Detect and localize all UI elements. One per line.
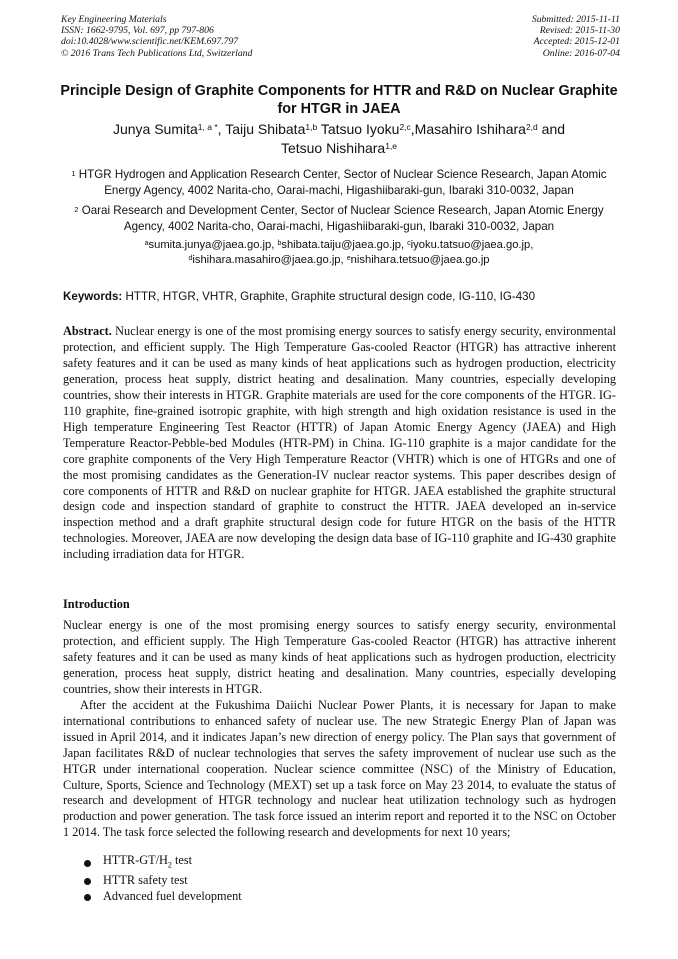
list-item bbox=[84, 889, 242, 905]
author-name: Junya Sumita bbox=[112, 121, 198, 137]
abstract-text: Nuclear energy is one of the most promising energy sources to satisfy energy security, environmental protection, and efficient supply. The High Temperature Gas-cooled Reactor (HTGR) has attractive inherent safety features and it can be used as many kinds of heat applications such as hydrogen production, electricity generation, process heat supply, district heating and desalination. Many countries, especially developing countries, show their interests in HTGR. Graphite materials are used for the core components of the HTGR. IG-110 graphite, fine-grained isotropic graphite, with high strength and high oxidation resistance is used in the High temperature Engineering Test Reactor (HTTR) of Japan Atomic Energy Agency (JAEA) and High Temperature Reactor-Pebble-bed Modules (HTR-PM) in China. IG-110 graphite is a major candidate for the core graphite components of the Very High Temperature Reactor (VHTR) which is one of HTGRs and one of the most promising candidates as the Generation-IV nuclear reactor systems. This paper describes design of core components of HTTR and R&D on nuclear graphite for HTGR. JAEA established the graphite structural design code and inspection standard of graphite to construct the HTTR. JAEA developed an in-service inspection method and a draft graphite structural design code for future HTGR on the basis of the HTTR technologies. Moreover, JAEA are now developing the design data base of IG-110 graphite and IG-430 graphite including irradiation data for HTGR. bbox=[63, 324, 616, 562]
author-name: Masahiro Ishihara bbox=[414, 121, 526, 137]
list-item-text: HTTR-$GT/H_2$ test bbox=[103, 853, 193, 870]
email-mark: e bbox=[346, 254, 351, 262]
paragraph: After the accident at the Fukushima Daiichi Nuclear Power Plants, it is necessary for Japan to make international contributions to enhanced safety of nuclear use. The new Strategic Energy Plan of Japan was issued in April 2014, and it indicates Japan’s new direction of energy policy. The Plan says that government of Japan facilitates R&D of nuclear technologies that serves the safety improvement of nuclear use such as the HTGR under international cooperation. Nuclear science committee (NSC) of the Ministry of Education, Culture, Sports, Science and Technology (MEXT) set up a task force on May 23 2014, to evaluate the status of research and development of HTGR technology and nuclear heat utilization technology such as hydrogen production and power generation. The task force issued an interim report and reported it to the NSC on October 1 2014. The task force selected the following research and developments for next 10 years; bbox=[63, 697, 616, 840]
author-name: Tatsuo Iyoku bbox=[320, 121, 400, 137]
author-name: Taiju Shibata bbox=[225, 121, 306, 137]
author-affiliation-mark: 1, a * bbox=[197, 122, 218, 132]
affiliation-number: 2 bbox=[74, 205, 79, 214]
author-separator: , bbox=[410, 121, 415, 137]
email-address[interactable]: ishihara.masahiro@jaea.go.jp, bbox=[192, 253, 347, 266]
online-date: Online: 2016-07-04 bbox=[542, 47, 620, 59]
bullet-icon bbox=[84, 860, 91, 867]
author-affiliation-mark: 2,c bbox=[399, 122, 411, 132]
author-affiliation-mark: 2,d bbox=[525, 122, 538, 132]
email-mark: d bbox=[188, 254, 193, 262]
revised-date: Revised: 2015-11-30 bbox=[539, 25, 620, 37]
affiliation-text: Oarai Research and Development Center, Sector of Nuclear Science Research, Japan Atomic Energy Agency, 4002 Narita-cho, Oarai-machi, Higashiibaraki-gun, Ibaraki 310-0032, Japan bbox=[78, 204, 604, 233]
affiliation-number: 1 bbox=[71, 169, 76, 178]
abstract bbox=[63, 324, 616, 563]
keywords-label: Keywords: bbox=[63, 290, 123, 303]
email-mark: a bbox=[144, 240, 149, 247]
bullet-icon bbox=[84, 878, 91, 885]
paper-title: Principle Design of Graphite Components for HTTR and R&D on Nuclear Graphite for HTGR in JAEA bbox=[60, 83, 618, 117]
research-list bbox=[84, 853, 242, 905]
doi: doi:10.4028/www.scientific.net/KEM.697.797 bbox=[61, 36, 239, 48]
issn-volume: ISSN: 1662-9795, Vol. 697, pp 797-806 bbox=[61, 25, 214, 37]
email-mark: c bbox=[407, 240, 411, 247]
affiliation-1 bbox=[55, 167, 623, 198]
copyright: © 2016 Trans Tech Publications Ltd, Switzerland bbox=[61, 47, 253, 59]
submitted-date: Submitted: 2015-11-11 bbox=[531, 14, 620, 25]
author-affiliation-mark: 1,e bbox=[385, 141, 398, 151]
list-item bbox=[84, 873, 242, 889]
affiliation-2 bbox=[55, 203, 623, 234]
author-separator: , bbox=[217, 121, 226, 137]
email-address[interactable]: sumita.junya@jaea.go.jp, bbox=[148, 239, 278, 251]
author-affiliation-mark: 1,b bbox=[305, 122, 318, 132]
keywords-text: HTTR, HTGR, VHTR, Graphite, Graphite structural design code, IG-110, IG-430 bbox=[122, 290, 536, 303]
author-list bbox=[50, 120, 628, 158]
author-separator: and bbox=[537, 121, 566, 137]
list-item bbox=[84, 853, 242, 873]
section-heading-introduction: Introduction bbox=[63, 597, 130, 611]
introduction-body bbox=[63, 618, 616, 841]
abstract-label: Abstract. bbox=[63, 324, 112, 338]
email-mark: b bbox=[277, 240, 282, 247]
email-address[interactable]: shibata.taiju@jaea.go.jp, bbox=[281, 239, 408, 251]
email-address[interactable]: nishihara.tetsuo@jaea.go.jp bbox=[350, 253, 490, 266]
email-address[interactable]: iyoku.tatsuo@jaea.go.jp, bbox=[410, 239, 534, 251]
keywords bbox=[63, 289, 623, 304]
bullet-icon bbox=[84, 894, 91, 901]
affiliation-text: HTGR Hydrogen and Application Research Center, Sector of Nuclear Science Research, Japan Atomic Energy Agency, 4002 Narita-cho, Oarai-machi, Higashiibaraki-gun, Ibaraki 310-0032, Japan bbox=[75, 168, 607, 197]
journal-info bbox=[61, 14, 252, 59]
author-name: Tetsuo Nishihara bbox=[280, 140, 386, 156]
publication-dates bbox=[532, 14, 620, 59]
list-item-text: HTTR safety test bbox=[103, 873, 188, 888]
journal-name: Key Engineering Materials bbox=[61, 14, 167, 25]
list-item-text: Advanced fuel development bbox=[103, 889, 242, 904]
email-list bbox=[55, 238, 623, 267]
paragraph: Nuclear energy is one of the most promising energy sources to satisfy energy security, environmental protection, and efficient supply. The High Temperature Gas-cooled Reactor (HTGR) has attractive inherent safety features and it can be used as many kinds of heat applications such as hydrogen production, electricity generation, process heat supply, district heating and desalination. Many countries, especially developing countries, show their interests in HTGR. bbox=[63, 618, 616, 696]
accepted-date: Accepted: 2015-12-01 bbox=[533, 36, 620, 48]
